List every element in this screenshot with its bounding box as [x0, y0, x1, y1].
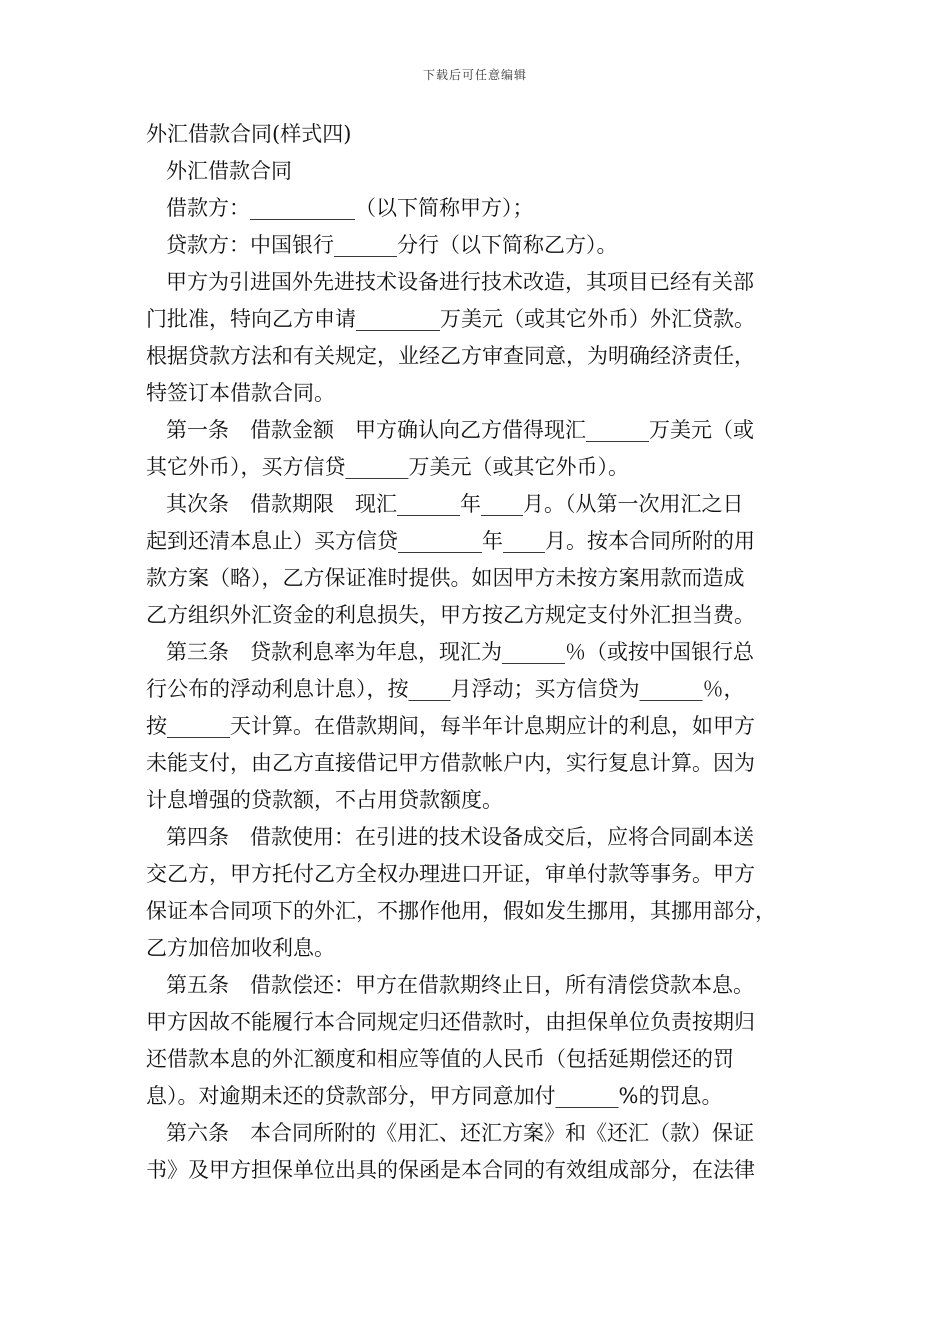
text-line: 门批准，特向乙方申请________万美元（或其它外币）外汇贷款。: [146, 307, 755, 331]
text-line: 计息增强的贷款额，不占用贷款额度。: [146, 788, 503, 812]
document-lines: [146, 153, 816, 1189]
text-line: 贷款方：中国银行______分行（以下简称乙方）。: [166, 233, 618, 257]
text-line: 款方案（略），乙方保证准时提供。如因甲方未按方案用款而造成: [146, 566, 745, 590]
text-line: 甲方因故不能履行本合同规定归还借款时，由担保单位负责按期归: [146, 1010, 755, 1034]
text-line: 乙方组织外汇资金的利息损失，甲方按乙方规定支付外汇担当费。: [146, 603, 755, 627]
text-line: 按______天计算。在借款期间，每半年计息期应计的利息，如甲方: [146, 714, 755, 738]
text-line: 第五条 借款偿还：甲方在借款期终止日，所有清偿贷款本息。: [166, 973, 754, 997]
text-line: 第四条 借款使用：在引进的技术设备成交后，应将合同副本送: [166, 825, 754, 849]
text-line: 乙方加倍加收利息。: [146, 936, 335, 960]
text-line: 保证本合同项下的外汇，不挪作他用，假如发生挪用，其挪用部分，: [146, 899, 776, 923]
text-line: 行公布的浮动利息计息），按____月浮动；买方信贷为______％，: [146, 677, 745, 701]
text-line: 第一条 借款金额 甲方确认向乙方借得现汇______万美元（或: [166, 418, 754, 442]
text-line: 外汇借款合同: [166, 159, 292, 183]
text-line: 其次条 借款期限 现汇______年____月。（从第一次用汇之日: [166, 492, 744, 516]
text-line: 其它外币），买方信贷______万美元（或其它外币）。: [146, 455, 629, 479]
text-line: 根据贷款方法和有关规定，业经乙方审查同意，为明确经济责任，: [146, 344, 755, 368]
document-body: [146, 116, 816, 1189]
text-line: 甲方为引进国外先进技术设备进行技术改造，其项目已经有关部: [166, 270, 754, 294]
text-line: 书》及甲方担保单位出具的保函是本合同的有效组成部分，在法律: [146, 1158, 755, 1182]
text-line: 息）。对逾期未还的贷款部分，甲方同意加付______%的罚息。: [146, 1084, 723, 1108]
text-line: 特签订本借款合同。: [146, 381, 335, 405]
page-header-note: 下载后可任意编辑: [422, 68, 527, 82]
text-line: 未能支付，由乙方直接借记甲方借款帐户内，实行复息计算。因为: [146, 751, 755, 775]
text-line: 第六条 本合同所附的《用汇、还汇方案》和《还汇（款）保证: [166, 1121, 754, 1145]
text-line: 起到还清本息止）买方信贷________年____月。按本合同所附的用: [146, 529, 755, 553]
document-title: 外汇借款合同(样式四): [146, 122, 352, 146]
text-line: 第三条 贷款利息率为年息，现汇为______％（或按中国银行总: [166, 640, 754, 664]
text-line: 借款方：__________（以下简称甲方）；: [166, 196, 534, 220]
text-line: 还借款本息的外汇额度和相应等值的人民币（包括延期偿还的罚: [146, 1047, 734, 1071]
text-line: 交乙方，甲方托付乙方全权办理进口开证，审单付款等事务。甲方: [146, 862, 755, 886]
